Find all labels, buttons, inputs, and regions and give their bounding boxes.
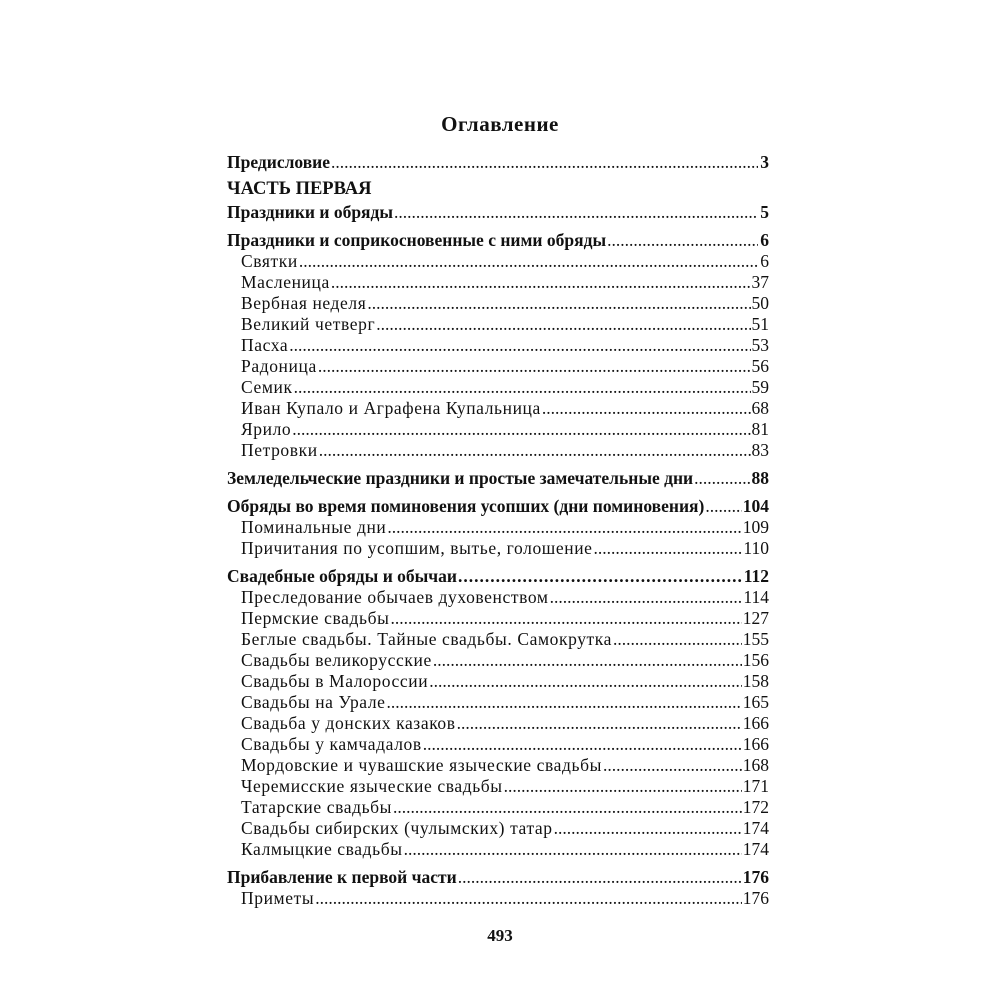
toc-entry-page: 51 bbox=[751, 314, 769, 334]
dot-leader bbox=[289, 335, 750, 356]
toc-entry-title: Пермские свадьбы bbox=[241, 608, 390, 628]
toc-heading: Оглавление bbox=[441, 112, 559, 136]
toc-entry-page: 110 bbox=[743, 538, 769, 558]
toc-section-entry[interactable] bbox=[227, 496, 769, 517]
toc-subsection-entry[interactable] bbox=[227, 587, 769, 608]
dot-leader bbox=[331, 272, 751, 293]
toc-entry-title: Свадьбы на Урале bbox=[241, 692, 386, 712]
toc-entry-page: 176 bbox=[742, 867, 769, 887]
toc-entry-page: 6 bbox=[760, 230, 769, 250]
toc-entry-page: 68 bbox=[751, 398, 769, 418]
toc-subsection-entry[interactable] bbox=[227, 608, 769, 629]
part-heading: ЧАСТЬ ПЕРВАЯ bbox=[227, 179, 372, 199]
toc-subsection-entry[interactable] bbox=[227, 335, 769, 356]
dot-leader bbox=[292, 419, 750, 440]
toc-subsection-entry[interactable] bbox=[227, 314, 769, 335]
toc-entry-title: Великий четверг bbox=[241, 314, 376, 334]
toc-entry-title: Праздники и соприкосновенные с ними обряды bbox=[227, 230, 607, 250]
toc-entry-page: 53 bbox=[751, 335, 769, 355]
toc-entry-title: Беглые свадьбы. Тайные свадьбы. Самокрутка bbox=[241, 629, 613, 649]
toc-entry-page: 56 bbox=[751, 356, 769, 376]
toc-section-entry[interactable] bbox=[227, 867, 769, 888]
toc-subsection-entry[interactable] bbox=[227, 398, 769, 419]
toc-entry-title: Свадьбы великорусские bbox=[241, 650, 432, 670]
toc-entry-title: Калмыцкие свадьбы bbox=[241, 839, 403, 859]
toc-entry-page: 114 bbox=[743, 587, 769, 607]
toc-section-entry[interactable] bbox=[227, 566, 769, 587]
toc-entry-title: Свадьбы сибирских (чулымских) татар bbox=[241, 818, 553, 838]
toc-subsection-entry[interactable] bbox=[227, 755, 769, 776]
toc-entry-title: Пасха bbox=[241, 335, 289, 355]
page-number: 493 bbox=[487, 926, 513, 945]
toc-entry-page: 37 bbox=[751, 272, 769, 292]
dot-leader bbox=[458, 566, 743, 587]
dot-leader bbox=[387, 692, 742, 713]
toc-entry-page: 166 bbox=[742, 713, 769, 733]
toc-subsection-entry[interactable] bbox=[227, 629, 769, 650]
toc-entry-title: Ярило bbox=[241, 419, 292, 439]
dot-leader bbox=[319, 440, 751, 461]
dot-leader bbox=[607, 230, 758, 251]
toc-subsection-entry[interactable] bbox=[227, 440, 769, 461]
toc-entry-page: 59 bbox=[751, 377, 769, 397]
toc-entry-title: Черемисские языческие свадьбы bbox=[241, 776, 503, 796]
toc-entry-title: Свадьбы у камчадалов bbox=[241, 734, 422, 754]
toc-subsection-entry[interactable] bbox=[227, 377, 769, 398]
dot-leader bbox=[315, 888, 742, 909]
dot-leader bbox=[458, 867, 742, 888]
dot-leader bbox=[613, 629, 742, 650]
toc-entry-title: Свадебные обряды и обычаи bbox=[227, 566, 458, 586]
table-of-contents bbox=[227, 152, 769, 909]
toc-entry-page: 174 bbox=[742, 818, 769, 838]
toc-subsection-entry[interactable] bbox=[227, 538, 769, 559]
toc-entry-title: Радоница bbox=[241, 356, 317, 376]
dot-leader bbox=[429, 671, 742, 692]
dot-leader bbox=[705, 496, 741, 517]
toc-section-entry[interactable] bbox=[227, 202, 769, 223]
dot-leader bbox=[390, 608, 741, 629]
toc-entry-page: 6 bbox=[760, 251, 769, 271]
toc-entry-title: Свадьба у донских казаков bbox=[241, 713, 456, 733]
toc-entry-title: Причитания по усопшим, вытье, голошение bbox=[241, 538, 593, 558]
toc-subsection-entry[interactable] bbox=[227, 818, 769, 839]
toc-subsection-entry[interactable] bbox=[227, 713, 769, 734]
toc-entry-title: Масленица bbox=[241, 272, 330, 292]
toc-section-entry[interactable] bbox=[227, 152, 769, 173]
toc-entry-title: Предисловие bbox=[227, 152, 331, 172]
toc-entry-page: 50 bbox=[751, 293, 769, 313]
toc-entry-page: 168 bbox=[742, 755, 769, 775]
dot-leader bbox=[294, 377, 751, 398]
dot-leader bbox=[367, 293, 750, 314]
dot-leader bbox=[404, 839, 742, 860]
dot-leader bbox=[331, 152, 758, 173]
dot-leader bbox=[457, 713, 742, 734]
toc-entry-title: Вербная неделя bbox=[241, 293, 367, 313]
toc-entry-title: Петровки bbox=[241, 440, 318, 460]
toc-entry-page: 3 bbox=[760, 152, 769, 172]
dot-leader bbox=[387, 517, 741, 538]
dot-leader bbox=[299, 251, 758, 272]
toc-entry-title: Земледельческие праздники и простые замечательные дни bbox=[227, 468, 694, 488]
toc-section-entry[interactable] bbox=[227, 468, 769, 489]
toc-entry-title: Обряды во время поминовения усопших (дни поминовения) bbox=[227, 496, 705, 516]
dot-leader bbox=[394, 202, 758, 223]
toc-entry-title: Мордовские и чувашские языческие свадьбы bbox=[241, 755, 602, 775]
toc-subsection-entry[interactable] bbox=[227, 692, 769, 713]
toc-entry-title: Прибавление к первой части bbox=[227, 867, 457, 887]
dot-leader bbox=[504, 776, 742, 797]
toc-subsection-entry[interactable] bbox=[227, 839, 769, 860]
toc-subsection-entry[interactable] bbox=[227, 251, 769, 272]
toc-entry-page: 166 bbox=[742, 734, 769, 754]
toc-entry-page: 81 bbox=[751, 419, 769, 439]
toc-entry-page: 165 bbox=[742, 692, 769, 712]
toc-subsection-entry[interactable] bbox=[227, 419, 769, 440]
toc-subsection-entry[interactable] bbox=[227, 888, 769, 909]
toc-subsection-entry[interactable] bbox=[227, 517, 769, 538]
toc-entry-title: Иван Купало и Аграфена Купальница bbox=[241, 398, 541, 418]
dot-leader bbox=[550, 587, 743, 608]
toc-entry-page: 171 bbox=[742, 776, 769, 796]
toc-entry-title: Поминальные дни bbox=[241, 517, 387, 537]
dot-leader bbox=[594, 538, 743, 559]
toc-section-entry[interactable] bbox=[227, 230, 769, 251]
toc-entry-title: Свадьбы в Малороссии bbox=[241, 671, 429, 691]
toc-subsection-entry[interactable] bbox=[227, 776, 769, 797]
toc-subsection-entry[interactable] bbox=[227, 293, 769, 314]
toc-entry-page: 172 bbox=[742, 797, 769, 817]
dot-leader bbox=[554, 818, 742, 839]
toc-subsection-entry[interactable] bbox=[227, 734, 769, 755]
toc-entry-title: Преследование обычаев духовенством bbox=[241, 587, 549, 607]
toc-entry-page: 5 bbox=[760, 202, 769, 222]
dot-leader bbox=[603, 755, 742, 776]
toc-entry-page: 174 bbox=[742, 839, 769, 859]
toc-entry-title: Праздники и обряды bbox=[227, 202, 394, 222]
toc-subsection-entry[interactable] bbox=[227, 650, 769, 671]
dot-leader bbox=[542, 398, 751, 419]
toc-entry-title: Святки bbox=[241, 251, 298, 271]
toc-subsection-entry[interactable] bbox=[227, 356, 769, 377]
toc-entry-title: Татарские свадьбы bbox=[241, 797, 393, 817]
toc-entry-page: 158 bbox=[742, 671, 769, 691]
dot-leader bbox=[318, 356, 751, 377]
toc-entry-page: 83 bbox=[751, 440, 769, 460]
toc-entry-page: 104 bbox=[742, 496, 769, 516]
toc-entry-page: 112 bbox=[743, 566, 769, 586]
toc-subsection-entry[interactable] bbox=[227, 671, 769, 692]
toc-subsection-entry[interactable] bbox=[227, 272, 769, 293]
dot-leader bbox=[423, 734, 742, 755]
toc-entry-page: 109 bbox=[742, 517, 769, 537]
toc-entry-page: 176 bbox=[742, 888, 769, 908]
toc-entry-page: 127 bbox=[742, 608, 769, 628]
dot-leader bbox=[694, 468, 750, 489]
dot-leader bbox=[376, 314, 750, 335]
dot-leader bbox=[433, 650, 742, 671]
toc-entry-title: Приметы bbox=[241, 888, 315, 908]
dot-leader bbox=[393, 797, 742, 818]
toc-entry-title: Семик bbox=[241, 377, 293, 397]
toc-entry-page: 155 bbox=[742, 629, 769, 649]
toc-subsection-entry[interactable] bbox=[227, 797, 769, 818]
toc-entry-page: 88 bbox=[751, 468, 769, 488]
toc-entry-page: 156 bbox=[742, 650, 769, 670]
